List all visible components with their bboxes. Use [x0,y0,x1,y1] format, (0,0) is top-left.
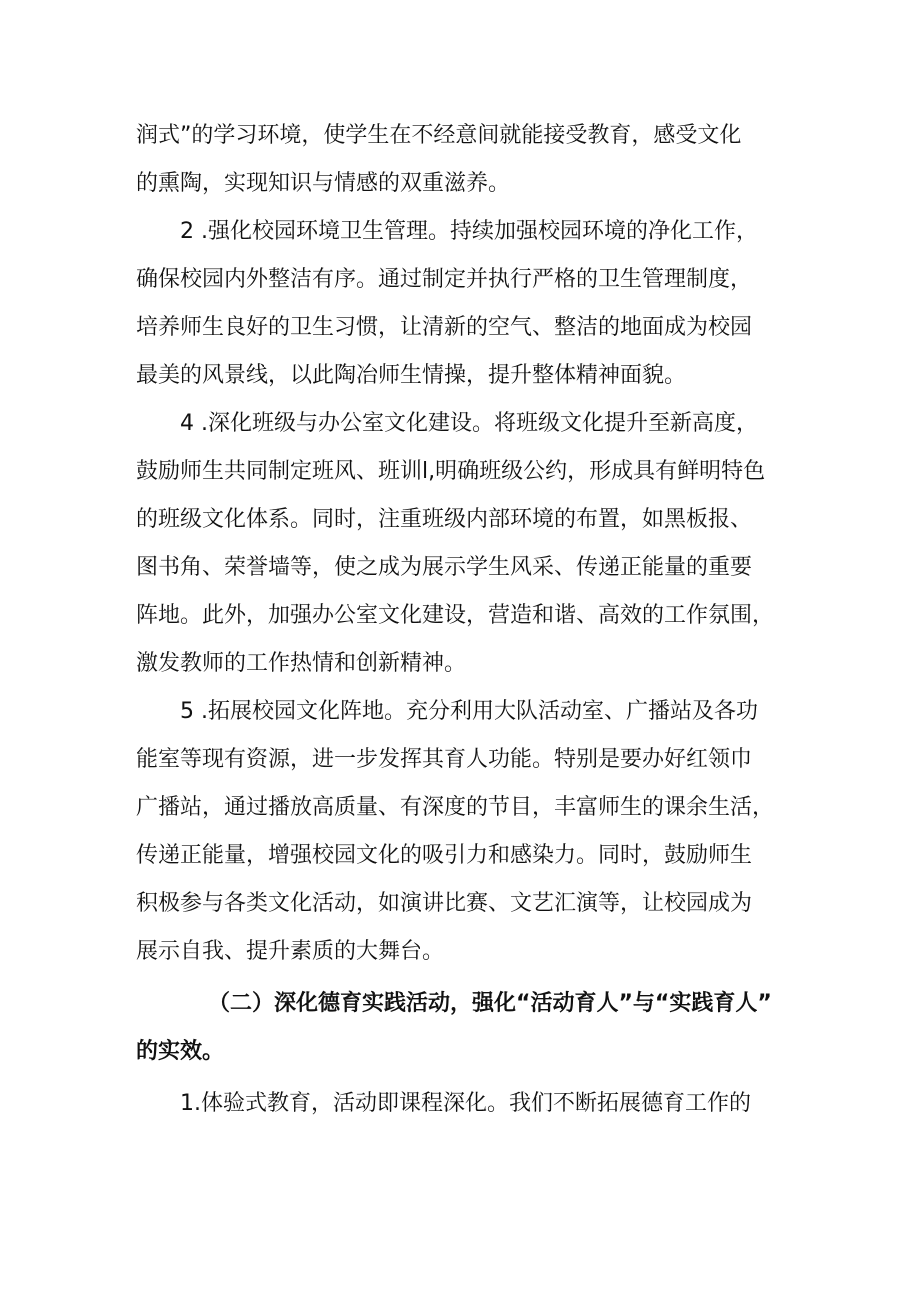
paragraph-line: 传递正能量，增强校园文化的吸引力和感染力。同时，鼓励师生 [136,843,753,868]
paragraph-line: 激发教师的工作热情和创新精神。 [136,651,467,676]
paragraph-line: 广播站，通过播放高质量、有深度的节目，丰富师生的课余生活， [136,795,775,820]
section-heading [136,980,796,1076]
paragraph-line: 阵地。此外，加强办公室文化建设，营造和谐、高效的工作氛围， [136,603,775,628]
document-body [136,112,796,1128]
paragraph-line: 能室等现有资源，进一步发挥其育人功能。特别是要办好红领巾 [136,747,753,772]
paragraph-line: 4 .深化班级与办公室文化建设。将班级文化提升至新高度， [180,411,758,436]
paragraph-line: 确保校园内外整洁有序。通过制定并执行严格的卫生管理制度， [136,267,753,292]
heading-line: （二）深化德育实践活动，强化“活动育人”与“实践育人” [208,991,772,1016]
paragraph-line: 的班级文化体系。同时，注重班级内部环境的布置，如黑板报、 [136,507,753,532]
paragraph-line: 图书角、荣誉墙等，使之成为展示学生风采、传递正能量的重要 [136,555,753,580]
paragraph-line: 2 .强化校园环境卫生管理。持续加强校园环境的净化工作， [180,219,758,244]
paragraph-line: 5 .拓展校园文化阵地。充分利用大队活动室、广播站及各功 [180,699,758,724]
paragraph-line: 最美的风景线，以此陶冶师生情操，提升整体精神面貌。 [136,363,687,388]
paragraph-line: 培养师生良好的卫生习惯，让清新的空气、整洁的地面成为校园 [136,315,753,340]
paragraph-continuation [136,112,796,208]
paragraph-line: 积极参与各类文化活动，如演讲比赛、文艺汇演等，让校园成为 [136,891,753,916]
paragraph-item-1 [136,1080,796,1128]
heading-line: 的实效。 [136,1039,225,1064]
paragraph-item-2 [136,208,796,400]
paragraph-line: 1.体验式教育，活动即课程深化。我们不断拓展德育工作的 [180,1091,751,1116]
paragraph-line: 鼓励师生共同制定班风、班训l,明确班级公约，形成具有鲜明特色 [136,459,766,484]
paragraph-item-4 [136,400,796,688]
paragraph-line: 的熏陶，实现知识与情感的双重滋养。 [136,171,511,196]
paragraph-line: 展示自我、提升素质的大舞台。 [136,939,445,964]
paragraph-item-5 [136,688,796,976]
paragraph-line: 润式”的学习环境，使学生在不经意间就能接受教育，感受文化 [136,123,742,148]
